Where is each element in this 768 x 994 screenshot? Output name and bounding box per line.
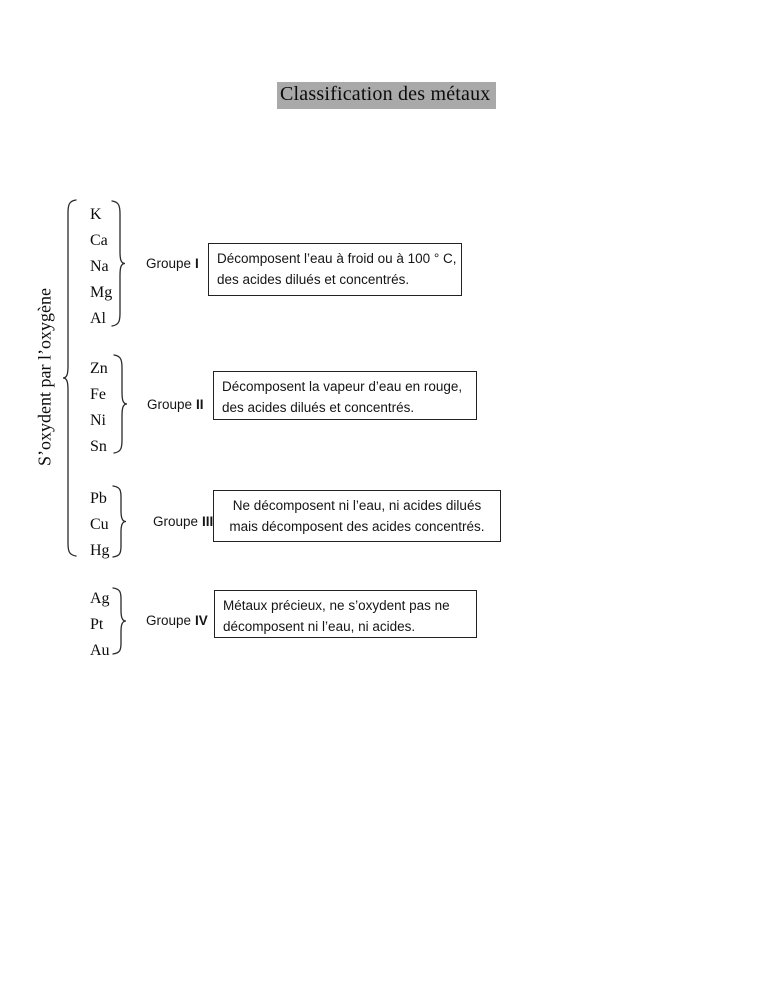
metal-symbol: K [90,206,102,223]
group-4-metals [90,586,110,664]
metal-symbol: Mg [90,284,113,301]
metal-symbol: Ag [90,590,110,607]
group-label-word: Groupe [146,256,192,271]
description-line: des acides dilués et concentrés. [217,272,410,287]
group-4-description-box [214,590,477,638]
metal-symbol: Pt [90,616,104,633]
oxidation-side-label: S’oxydent par l’oxygène [34,288,55,466]
group-label-numeral: I [195,256,199,271]
group-2-metals [90,356,108,460]
metal-symbol: Sn [90,438,107,455]
group-4-label [146,613,208,628]
group-label-numeral: IV [195,613,208,628]
group-label-word: Groupe [146,613,192,628]
metal-symbol: Au [90,642,110,659]
group-1-description-box [208,243,462,296]
description-line: décomposent ni l’eau, ni acides. [223,619,416,634]
group-label-numeral: II [196,397,204,412]
description-line: Métaux précieux, ne s’oxydent pas ne [223,598,450,613]
group-3-label [153,514,213,529]
group-1-metals [90,202,112,332]
metal-symbol: Al [90,310,106,327]
metal-symbol: Cu [90,516,109,533]
description-line: Décomposent la vapeur d’eau en rouge, [222,379,463,394]
metal-symbol: Pb [90,490,107,507]
description-line: Ne décomposent ni l’eau, ni acides dilués [232,498,482,513]
metal-symbol: Ni [90,412,106,429]
metal-symbol: Fe [90,386,106,403]
oxidation-brace-icon [62,199,78,557]
page-title: Classification des métaux [277,82,496,109]
metal-symbol: Na [90,258,109,275]
description-line: Décomposent l’eau à froid ou à 100 ° C, [217,251,457,266]
group-2-label [147,397,204,412]
group-1-label [146,256,199,271]
metal-symbol: Zn [90,360,108,377]
group-label-word: Groupe [147,397,193,412]
group-3-brace-icon [111,485,127,558]
group-2-description-box [213,371,477,420]
group-label-word: Groupe [153,514,199,529]
metal-symbol: Ca [90,232,108,249]
group-2-brace-icon [112,354,128,454]
group-3-metals [90,486,110,564]
group-4-brace-icon [111,587,127,655]
description-line: des acides dilués et concentrés. [222,400,415,415]
description-line: mais décomposent des acides concentrés. [229,519,485,534]
group-3-description-box [213,490,501,542]
group-1-brace-icon [110,200,126,327]
group-label-numeral: III [202,514,214,529]
metal-symbol: Hg [90,542,110,559]
